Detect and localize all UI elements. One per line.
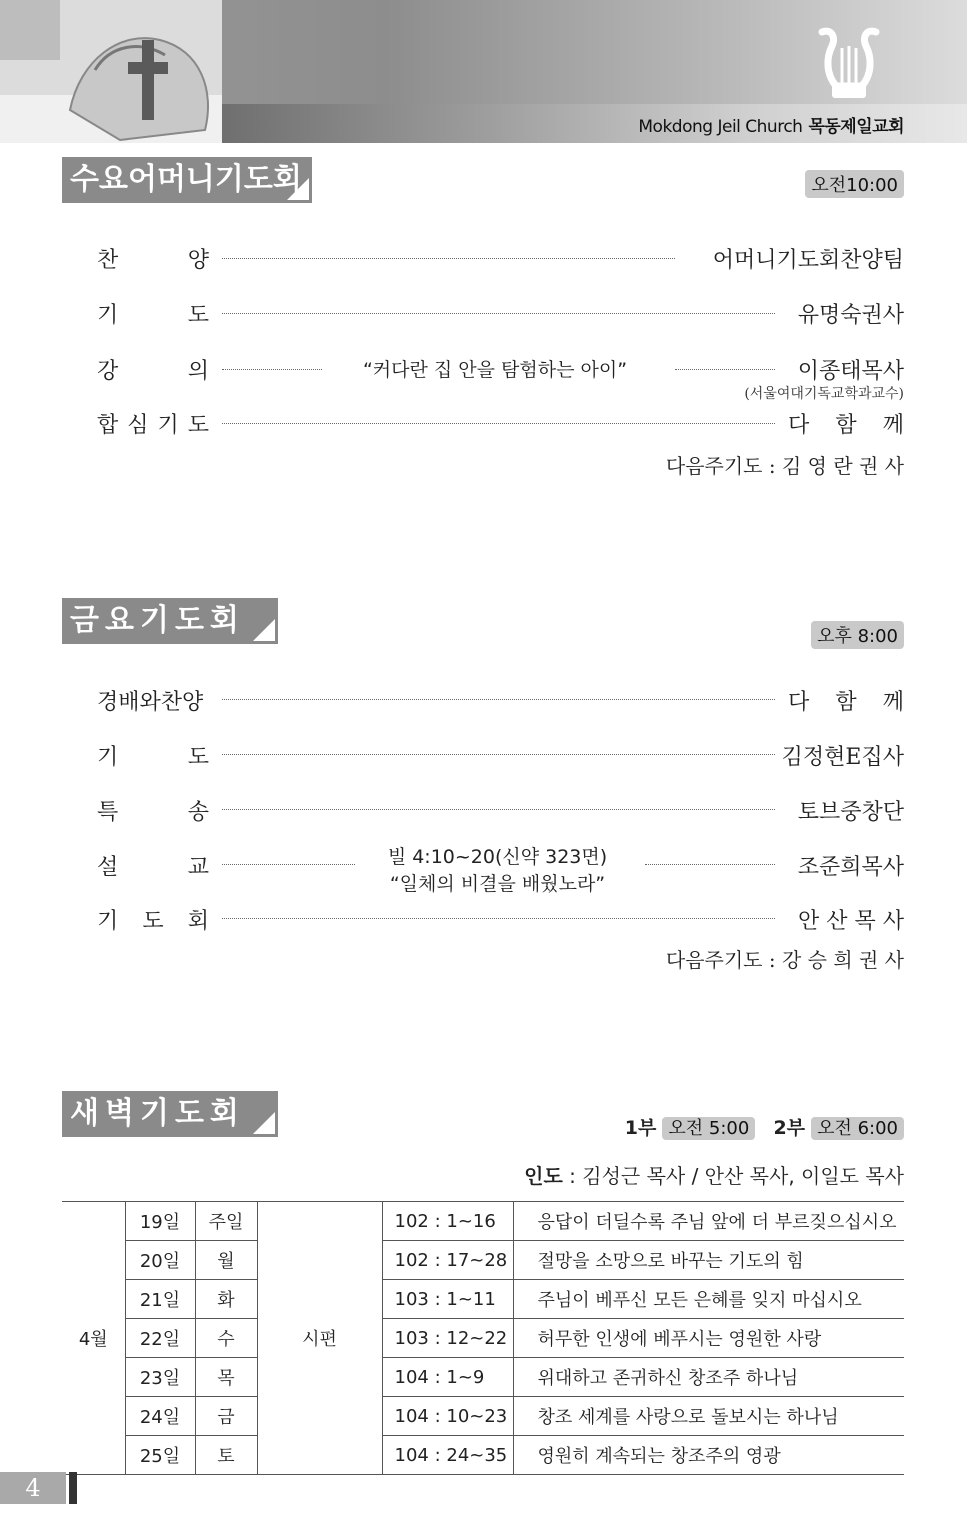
lyre-logo-icon [814, 24, 884, 104]
label-char: 회 [187, 909, 209, 934]
wed-row-value-praise: 어머니기도회찬양팀 [712, 248, 904, 273]
table-row [62, 1436, 904, 1475]
date-cell: 21일 [125, 1280, 195, 1319]
dawn-leaders [524, 1160, 904, 1189]
dotted-leader [222, 423, 775, 424]
label-char: 합 [97, 413, 119, 438]
dotted-leader [222, 809, 775, 810]
dawn-part2-label: 2부 [773, 1117, 806, 1139]
label-char: 기 [97, 745, 119, 770]
value-char: 다 [788, 690, 810, 715]
wed-row-label-praise [97, 243, 209, 274]
date-cell: 20일 [125, 1241, 195, 1280]
wed-next-week-prayer: 다음주기도 : 김 영 란 권 사 [665, 454, 904, 478]
date-cell: 24일 [125, 1397, 195, 1436]
wed-row-label-united-prayer [97, 408, 209, 439]
dotted-leader [222, 699, 775, 700]
fri-row-value-leader: 안 산 목 사 [798, 909, 904, 934]
church-name-en: Mokdong Jeil Church [638, 117, 803, 137]
dawn-part1-label: 1부 [624, 1117, 657, 1139]
label-char: 기 [97, 303, 119, 328]
date-cell: 22일 [125, 1319, 195, 1358]
title-cell: 절망을 소망으로 바꾸는 기도의 힘 [513, 1241, 904, 1280]
label-char: 송 [187, 800, 209, 825]
praying-hands-photo [0, 0, 222, 143]
month-cell: 4월 [62, 1202, 125, 1475]
title-cell: 주님이 베푸신 모든 은혜를 잊지 마십시오 [513, 1280, 904, 1319]
day-cell: 화 [195, 1280, 257, 1319]
value-char: 함 [835, 413, 857, 438]
fri-row-label-prayer-meeting [97, 904, 209, 935]
label-char: 양 [187, 248, 209, 273]
value-char: 께 [882, 690, 904, 715]
wednesday-section-title [62, 157, 312, 203]
friday-title-text: 금요기도회 [70, 603, 245, 638]
reference-cell: 104 : 1~9 [382, 1358, 513, 1397]
table-row [62, 1202, 904, 1241]
church-name-ko: 목동제일교회 [808, 117, 904, 137]
day-cell: 토 [195, 1436, 257, 1475]
wed-row-value-prayer: 유명숙권사 [797, 303, 904, 328]
dawn-title-text: 새벽기도회 [70, 1096, 245, 1131]
day-cell: 금 [195, 1397, 257, 1436]
label-char: 도 [187, 413, 209, 438]
wed-row-value-together [788, 408, 904, 439]
wed-row-label-lecture [97, 354, 209, 385]
church-name [638, 112, 904, 137]
dawn-part2-time: 오전 6:00 [811, 1117, 904, 1140]
reference-cell: 104 : 24~35 [382, 1436, 513, 1475]
reference-cell: 102 : 17~28 [382, 1241, 513, 1280]
table-row [62, 1358, 904, 1397]
fri-row-label-worship: 경배와찬양 [97, 690, 204, 715]
label-char: 설 [97, 855, 119, 880]
fri-next-week-prayer: 다음주기도 : 강 승 희 권 사 [665, 948, 904, 972]
wed-lecturer-affiliation: (서울여대기독교학과교수) [744, 386, 904, 402]
day-cell: 주일 [195, 1202, 257, 1241]
dotted-leader [222, 369, 322, 370]
value-char: 다 [788, 413, 810, 438]
fri-row-value-preacher: 조준희목사 [797, 855, 904, 880]
fri-row-value-prayer: 김정현E집사 [781, 745, 904, 770]
reference-cell: 102 : 1~16 [382, 1202, 513, 1241]
value-char: 함 [835, 690, 857, 715]
table-row [62, 1319, 904, 1358]
fri-row-label-prayer [97, 740, 209, 771]
date-cell: 23일 [125, 1358, 195, 1397]
title-cell: 위대하고 존귀하신 창조주 하나님 [513, 1358, 904, 1397]
dotted-leader [222, 918, 775, 919]
dawn-part1-time: 오전 5:00 [662, 1117, 755, 1140]
wednesday-time-badge: 오전10:00 [805, 170, 904, 198]
dawn-section-title [62, 1091, 278, 1137]
label-char: 강 [97, 359, 119, 384]
title-cell: 창조 세계를 사랑으로 돌보시는 하나님 [513, 1397, 904, 1436]
label-char: 심 [127, 413, 149, 438]
label-char: 도 [187, 303, 209, 328]
day-cell: 수 [195, 1319, 257, 1358]
dawn-times [625, 1113, 904, 1140]
title-cell: 영원히 계속되는 창조주의 영광 [513, 1436, 904, 1475]
dawn-leader-label: 인도 [524, 1164, 563, 1188]
dawn-schedule-table [62, 1201, 904, 1475]
day-cell: 목 [195, 1358, 257, 1397]
value-char: 께 [882, 413, 904, 438]
title-cell: 응답이 더딜수록 주님 앞에 더 부르짖으십시오 [513, 1202, 904, 1241]
page-number: 4 [0, 1472, 66, 1504]
label-char: 도 [187, 745, 209, 770]
label-char: 기 [97, 909, 119, 934]
day-cell: 월 [195, 1241, 257, 1280]
fri-sermon-title: “일체의 비결을 배웠노라” [389, 873, 606, 895]
dotted-leader [645, 864, 775, 865]
wednesday-title-text: 수요어머니기도회 [70, 162, 302, 197]
reference-cell: 104 : 10~23 [382, 1397, 513, 1436]
dotted-leader [222, 864, 355, 865]
friday-section-title [62, 598, 278, 644]
book-cell: 시편 [257, 1202, 382, 1475]
wed-row-label-prayer [97, 298, 209, 329]
title-cell: 허무한 인생에 베푸시는 영원한 사랑 [513, 1319, 904, 1358]
table-row [62, 1397, 904, 1436]
label-char: 도 [142, 909, 164, 934]
dotted-leader [222, 258, 675, 259]
date-cell: 25일 [125, 1436, 195, 1475]
dawn-leader-names: : 김성근 목사 / 안산 목사, 이일도 목사 [562, 1164, 904, 1188]
fri-row-label-sermon [97, 850, 209, 881]
page-number-bar [69, 1472, 77, 1504]
wed-row-value-lecturer: 이종태목사 [797, 359, 904, 384]
label-char: 찬 [97, 248, 119, 273]
date-cell: 19일 [125, 1202, 195, 1241]
fri-row-label-special-song [97, 795, 209, 826]
friday-time-badge: 오후 8:00 [811, 621, 904, 649]
label-char: 기 [157, 413, 179, 438]
dotted-leader [222, 313, 775, 314]
fri-sermon-passage: 빌 4:10~20(신약 323면) [387, 846, 608, 868]
fri-row-value-together [788, 685, 904, 716]
table-row [62, 1241, 904, 1280]
wed-lecture-title: “커다란 집 안을 탐험하는 아이” [362, 359, 628, 381]
dotted-leader [222, 754, 775, 755]
label-char: 의 [187, 359, 209, 384]
table-row [62, 1280, 904, 1319]
dotted-leader [675, 369, 775, 370]
label-char: 교 [187, 855, 209, 880]
fri-row-value-choir: 토브중창단 [797, 800, 904, 825]
reference-cell: 103 : 1~11 [382, 1280, 513, 1319]
label-char: 특 [97, 800, 119, 825]
reference-cell: 103 : 12~22 [382, 1319, 513, 1358]
